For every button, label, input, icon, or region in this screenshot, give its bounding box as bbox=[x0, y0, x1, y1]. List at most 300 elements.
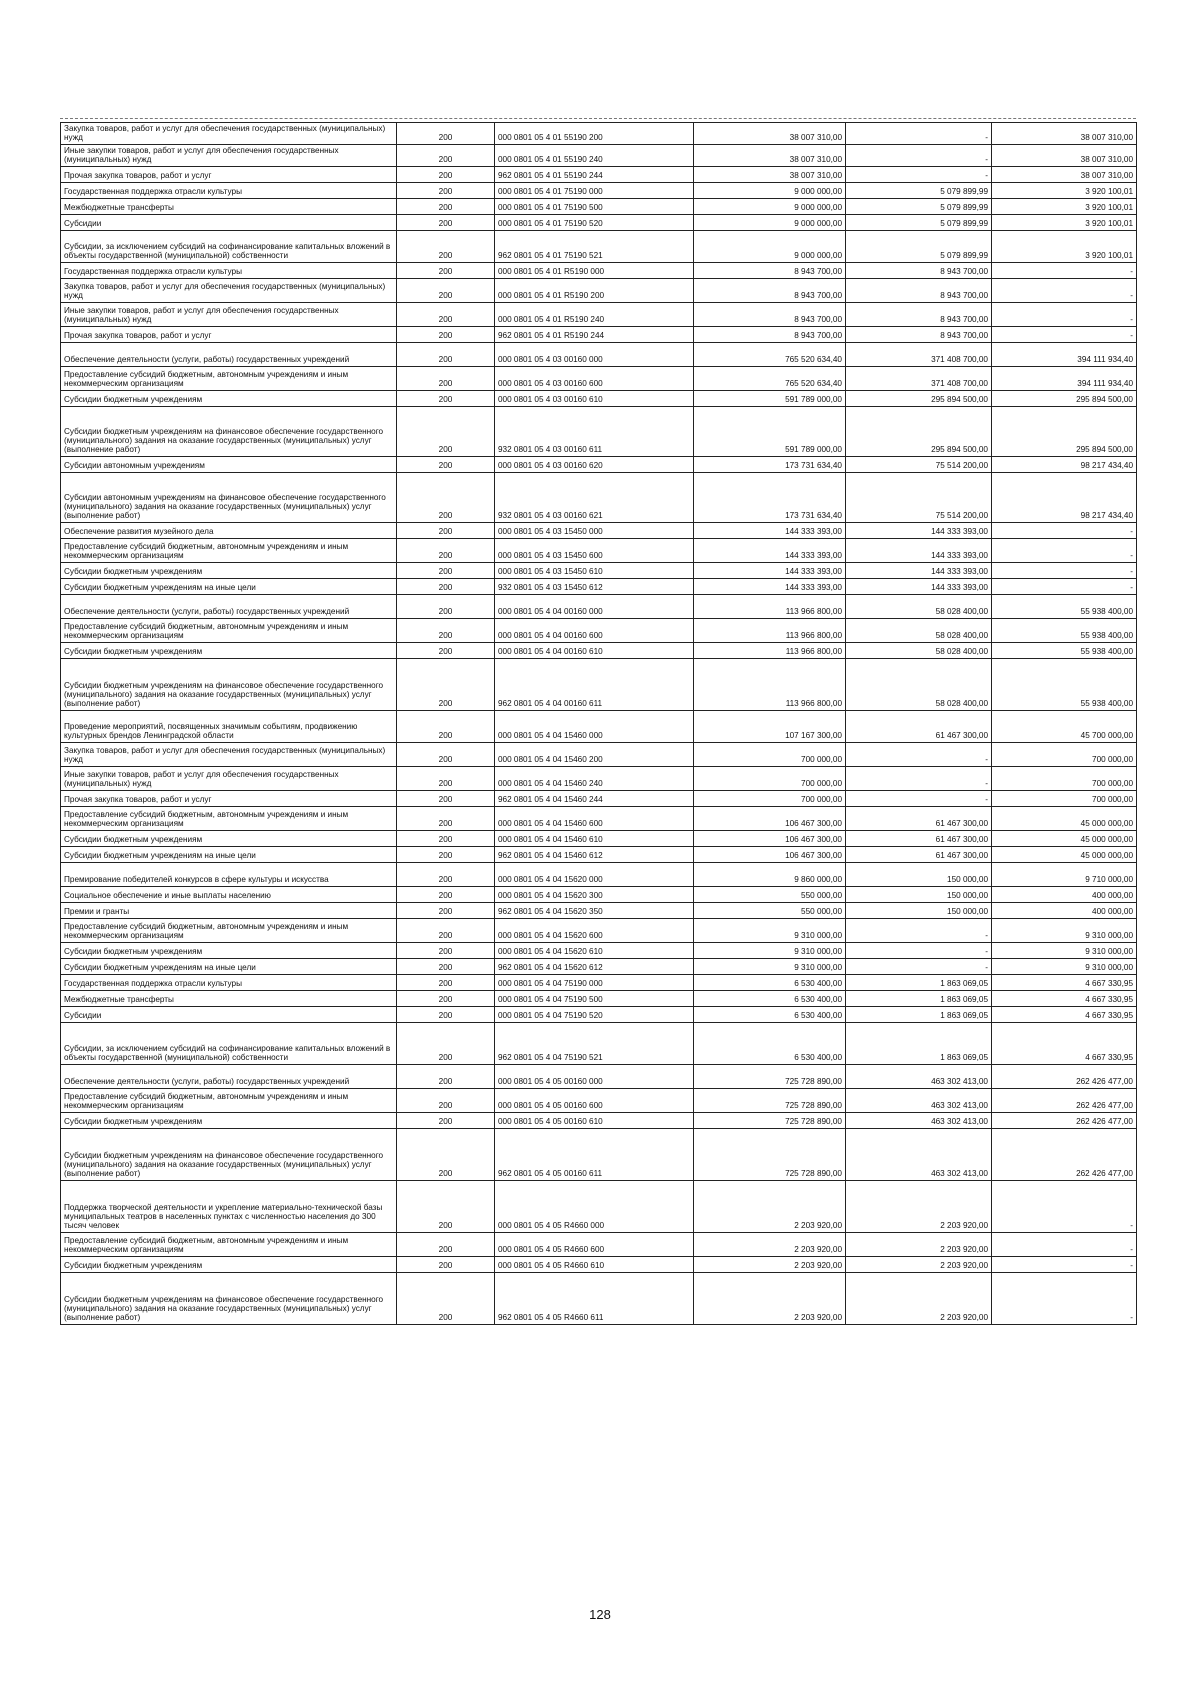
row-executed-amount: 5 079 899,99 bbox=[846, 198, 992, 214]
row-line-code: 200 bbox=[397, 1180, 495, 1232]
table-row bbox=[61, 1232, 1137, 1256]
page-number: 128 bbox=[589, 1607, 611, 1622]
row-planned-amount: 2 203 920,00 bbox=[694, 1272, 846, 1324]
row-name: Социальное обеспечение и иные выплаты населению bbox=[61, 886, 397, 902]
table-row bbox=[61, 262, 1137, 278]
row-budget-classification: 962 0801 05 4 04 15620 612 bbox=[495, 958, 694, 974]
row-executed-amount: 144 333 393,00 bbox=[846, 538, 992, 562]
row-name: Закупка товаров, работ и услуг для обеспечения государственных (муниципальных) нужд bbox=[61, 123, 397, 145]
row-budget-classification: 000 0801 05 4 04 15620 300 bbox=[495, 886, 694, 902]
row-line-code: 200 bbox=[397, 886, 495, 902]
row-line-code: 200 bbox=[397, 594, 495, 618]
row-name: Субсидии бюджетным учреждениям на иные цели bbox=[61, 958, 397, 974]
row-line-code: 200 bbox=[397, 1112, 495, 1128]
row-planned-amount: 2 203 920,00 bbox=[694, 1180, 846, 1232]
row-planned-amount: 9 000 000,00 bbox=[694, 214, 846, 230]
row-planned-amount: 9 860 000,00 bbox=[694, 862, 846, 886]
table-row bbox=[61, 214, 1137, 230]
row-executed-amount: 150 000,00 bbox=[846, 902, 992, 918]
row-unexecuted-amount: 98 217 434,40 bbox=[992, 472, 1137, 522]
row-line-code: 200 bbox=[397, 1022, 495, 1064]
row-line-code: 200 bbox=[397, 230, 495, 262]
row-unexecuted-amount: 400 000,00 bbox=[992, 902, 1137, 918]
row-executed-amount: 144 333 393,00 bbox=[846, 578, 992, 594]
row-line-code: 200 bbox=[397, 302, 495, 326]
row-unexecuted-amount: - bbox=[992, 1256, 1137, 1272]
row-planned-amount: 550 000,00 bbox=[694, 886, 846, 902]
row-unexecuted-amount: - bbox=[992, 522, 1137, 538]
row-line-code: 200 bbox=[397, 390, 495, 406]
row-budget-classification: 000 0801 05 4 04 75190 500 bbox=[495, 990, 694, 1006]
row-name: Субсидии бюджетным учреждениям на финансовое обеспечение государственного (муниципального) задания на оказание государственных (муниципальных) услуг (выполнение работ) bbox=[61, 406, 397, 456]
table-row bbox=[61, 766, 1137, 790]
row-line-code: 200 bbox=[397, 1256, 495, 1272]
row-unexecuted-amount: 3 920 100,01 bbox=[992, 214, 1137, 230]
row-name: Проведение мероприятий, посвященных значимым событиям, продвижению культурных брендов Ленинградской области bbox=[61, 710, 397, 742]
row-budget-classification: 962 0801 05 4 01 R5190 244 bbox=[495, 326, 694, 342]
row-unexecuted-amount: 38 007 310,00 bbox=[992, 123, 1137, 145]
row-line-code: 200 bbox=[397, 1128, 495, 1180]
table-row bbox=[61, 806, 1137, 830]
row-line-code: 200 bbox=[397, 562, 495, 578]
table-row bbox=[61, 456, 1137, 472]
row-executed-amount: 463 302 413,00 bbox=[846, 1128, 992, 1180]
row-line-code: 200 bbox=[397, 1232, 495, 1256]
table-row bbox=[61, 166, 1137, 182]
row-budget-classification: 932 0801 05 4 03 00160 611 bbox=[495, 406, 694, 456]
row-name: Субсидии, за исключением субсидий на софинансирование капитальных вложений в объекты государственной (муниципальной) собственности bbox=[61, 1022, 397, 1064]
row-executed-amount: 371 408 700,00 bbox=[846, 342, 992, 366]
row-planned-amount: 6 530 400,00 bbox=[694, 1006, 846, 1022]
row-planned-amount: 106 467 300,00 bbox=[694, 830, 846, 846]
row-budget-classification: 962 0801 05 4 01 75190 521 bbox=[495, 230, 694, 262]
table-row bbox=[61, 902, 1137, 918]
row-planned-amount: 144 333 393,00 bbox=[694, 538, 846, 562]
table-row bbox=[61, 198, 1137, 214]
row-executed-amount: 1 863 069,05 bbox=[846, 1006, 992, 1022]
row-name: Субсидии бюджетным учреждениям bbox=[61, 1256, 397, 1272]
row-name: Государственная поддержка отрасли культуры bbox=[61, 974, 397, 990]
row-line-code: 200 bbox=[397, 182, 495, 198]
row-budget-classification: 000 0801 05 4 04 15460 240 bbox=[495, 766, 694, 790]
row-line-code: 200 bbox=[397, 710, 495, 742]
table-row bbox=[61, 406, 1137, 456]
row-budget-classification: 000 0801 05 4 05 00160 600 bbox=[495, 1088, 694, 1112]
row-executed-amount: 2 203 920,00 bbox=[846, 1232, 992, 1256]
row-line-code: 200 bbox=[397, 766, 495, 790]
row-line-code: 200 bbox=[397, 198, 495, 214]
row-unexecuted-amount: 3 920 100,01 bbox=[992, 182, 1137, 198]
row-name: Поддержка творческой деятельности и укрепление материально-технической базы муниципальных театров в населенных пунктах с численностью населения до 300 тысяч человек bbox=[61, 1180, 397, 1232]
row-name: Премии и гранты bbox=[61, 902, 397, 918]
table-row bbox=[61, 990, 1137, 1006]
row-planned-amount: 107 167 300,00 bbox=[694, 710, 846, 742]
row-budget-classification: 000 0801 05 4 04 75190 000 bbox=[495, 974, 694, 990]
table-row bbox=[61, 942, 1137, 958]
table-row bbox=[61, 1006, 1137, 1022]
row-executed-amount: 5 079 899,99 bbox=[846, 230, 992, 262]
row-budget-classification: 000 0801 05 4 03 15450 000 bbox=[495, 522, 694, 538]
row-name: Субсидии бюджетным учреждениям bbox=[61, 642, 397, 658]
row-budget-classification: 000 0801 05 4 04 15460 200 bbox=[495, 742, 694, 766]
row-unexecuted-amount: 45 000 000,00 bbox=[992, 806, 1137, 830]
row-budget-classification: 000 0801 05 4 01 R5190 240 bbox=[495, 302, 694, 326]
row-executed-amount: 371 408 700,00 bbox=[846, 366, 992, 390]
row-unexecuted-amount: 45 000 000,00 bbox=[992, 846, 1137, 862]
table-row bbox=[61, 918, 1137, 942]
row-name: Межбюджетные трансферты bbox=[61, 990, 397, 1006]
row-unexecuted-amount: 4 667 330,95 bbox=[992, 1006, 1137, 1022]
table-row bbox=[61, 1272, 1137, 1324]
row-unexecuted-amount: - bbox=[992, 302, 1137, 326]
row-line-code: 200 bbox=[397, 1006, 495, 1022]
table-row bbox=[61, 123, 1137, 145]
row-executed-amount: 61 467 300,00 bbox=[846, 846, 992, 862]
row-planned-amount: 9 000 000,00 bbox=[694, 230, 846, 262]
row-name: Закупка товаров, работ и услуг для обеспечения государственных (муниципальных) нужд bbox=[61, 742, 397, 766]
row-budget-classification: 000 0801 05 4 04 15620 000 bbox=[495, 862, 694, 886]
row-executed-amount: 58 028 400,00 bbox=[846, 642, 992, 658]
row-planned-amount: 6 530 400,00 bbox=[694, 1022, 846, 1064]
row-planned-amount: 2 203 920,00 bbox=[694, 1232, 846, 1256]
row-name: Иные закупки товаров, работ и услуг для обеспечения государственных (муниципальных) нужд bbox=[61, 302, 397, 326]
row-unexecuted-amount: 9 710 000,00 bbox=[992, 862, 1137, 886]
row-executed-amount: 463 302 413,00 bbox=[846, 1088, 992, 1112]
row-line-code: 200 bbox=[397, 846, 495, 862]
row-unexecuted-amount: 700 000,00 bbox=[992, 766, 1137, 790]
row-planned-amount: 9 310 000,00 bbox=[694, 918, 846, 942]
row-name: Субсидии бюджетным учреждениям на иные цели bbox=[61, 846, 397, 862]
row-budget-classification: 000 0801 05 4 04 15620 600 bbox=[495, 918, 694, 942]
row-budget-classification: 000 0801 05 4 01 R5190 000 bbox=[495, 262, 694, 278]
table-row bbox=[61, 522, 1137, 538]
table-row bbox=[61, 594, 1137, 618]
row-executed-amount: 61 467 300,00 bbox=[846, 710, 992, 742]
row-executed-amount: - bbox=[846, 144, 992, 166]
row-line-code: 200 bbox=[397, 578, 495, 594]
table-row bbox=[61, 1022, 1137, 1064]
row-name: Субсидии бюджетным учреждениям bbox=[61, 562, 397, 578]
row-name: Межбюджетные трансферты bbox=[61, 198, 397, 214]
row-planned-amount: 9 310 000,00 bbox=[694, 958, 846, 974]
row-executed-amount: 58 028 400,00 bbox=[846, 658, 992, 710]
row-name: Иные закупки товаров, работ и услуг для обеспечения государственных (муниципальных) нужд bbox=[61, 144, 397, 166]
row-unexecuted-amount: - bbox=[992, 1180, 1137, 1232]
row-planned-amount: 591 789 000,00 bbox=[694, 390, 846, 406]
row-line-code: 200 bbox=[397, 642, 495, 658]
table-row bbox=[61, 1256, 1137, 1272]
row-budget-classification: 000 0801 05 4 03 15450 610 bbox=[495, 562, 694, 578]
row-planned-amount: 725 728 890,00 bbox=[694, 1088, 846, 1112]
row-executed-amount: 75 514 200,00 bbox=[846, 472, 992, 522]
row-planned-amount: 700 000,00 bbox=[694, 790, 846, 806]
row-unexecuted-amount: - bbox=[992, 326, 1137, 342]
table-row bbox=[61, 366, 1137, 390]
row-line-code: 200 bbox=[397, 522, 495, 538]
row-unexecuted-amount: 45 000 000,00 bbox=[992, 830, 1137, 846]
row-budget-classification: 000 0801 05 4 01 75190 000 bbox=[495, 182, 694, 198]
row-planned-amount: 765 520 634,40 bbox=[694, 342, 846, 366]
row-planned-amount: 8 943 700,00 bbox=[694, 326, 846, 342]
row-name: Субсидии бюджетным учреждениям на финансовое обеспечение государственного (муниципального) задания на оказание государственных (муниципальных) услуг (выполнение работ) bbox=[61, 1128, 397, 1180]
row-executed-amount: 2 203 920,00 bbox=[846, 1272, 992, 1324]
row-budget-classification: 000 0801 05 4 03 00160 000 bbox=[495, 342, 694, 366]
row-line-code: 200 bbox=[397, 472, 495, 522]
table-row bbox=[61, 846, 1137, 862]
row-name: Обеспечение деятельности (услуги, работы) государственных учреждений bbox=[61, 1064, 397, 1088]
table-row bbox=[61, 886, 1137, 902]
row-unexecuted-amount: 262 426 477,00 bbox=[992, 1088, 1137, 1112]
row-executed-amount: - bbox=[846, 790, 992, 806]
row-name: Субсидии бюджетным учреждениям на финансовое обеспечение государственного (муниципального) задания на оказание государственных (муниципальных) услуг (выполнение работ) bbox=[61, 658, 397, 710]
row-name: Обеспечение развития музейного дела bbox=[61, 522, 397, 538]
row-executed-amount: 144 333 393,00 bbox=[846, 562, 992, 578]
row-line-code: 200 bbox=[397, 538, 495, 562]
row-budget-classification: 962 0801 05 4 05 00160 611 bbox=[495, 1128, 694, 1180]
table-row bbox=[61, 342, 1137, 366]
row-planned-amount: 113 966 800,00 bbox=[694, 642, 846, 658]
row-executed-amount: - bbox=[846, 918, 992, 942]
row-budget-classification: 000 0801 05 4 03 00160 620 bbox=[495, 456, 694, 472]
row-planned-amount: 144 333 393,00 bbox=[694, 578, 846, 594]
row-executed-amount: 295 894 500,00 bbox=[846, 406, 992, 456]
table-row bbox=[61, 230, 1137, 262]
row-executed-amount: 295 894 500,00 bbox=[846, 390, 992, 406]
row-line-code: 200 bbox=[397, 342, 495, 366]
row-executed-amount: - bbox=[846, 166, 992, 182]
row-executed-amount: 8 943 700,00 bbox=[846, 326, 992, 342]
row-unexecuted-amount: - bbox=[992, 538, 1137, 562]
row-budget-classification: 000 0801 05 4 01 75190 520 bbox=[495, 214, 694, 230]
row-line-code: 200 bbox=[397, 123, 495, 145]
table-row bbox=[61, 1064, 1137, 1088]
row-budget-classification: 962 0801 05 4 04 15620 350 bbox=[495, 902, 694, 918]
row-unexecuted-amount: - bbox=[992, 562, 1137, 578]
row-name: Субсидии bbox=[61, 214, 397, 230]
table-row bbox=[61, 182, 1137, 198]
row-budget-classification: 962 0801 05 4 01 55190 244 bbox=[495, 166, 694, 182]
row-planned-amount: 700 000,00 bbox=[694, 742, 846, 766]
row-name: Государственная поддержка отрасли культуры bbox=[61, 262, 397, 278]
table-row bbox=[61, 710, 1137, 742]
row-budget-classification: 000 0801 05 4 05 00160 000 bbox=[495, 1064, 694, 1088]
row-budget-classification: 962 0801 05 4 04 00160 611 bbox=[495, 658, 694, 710]
row-budget-classification: 962 0801 05 4 04 15460 244 bbox=[495, 790, 694, 806]
row-unexecuted-amount: 400 000,00 bbox=[992, 886, 1137, 902]
table-row bbox=[61, 618, 1137, 642]
row-name: Предоставление субсидий бюджетным, автономным учреждениям и иным некоммерческим организациям bbox=[61, 1088, 397, 1112]
row-line-code: 200 bbox=[397, 902, 495, 918]
row-name: Обеспечение деятельности (услуги, работы) государственных учреждений bbox=[61, 342, 397, 366]
row-name: Субсидии бюджетным учреждениям bbox=[61, 830, 397, 846]
row-executed-amount: 463 302 413,00 bbox=[846, 1112, 992, 1128]
table-row bbox=[61, 642, 1137, 658]
row-line-code: 200 bbox=[397, 166, 495, 182]
row-budget-classification: 000 0801 05 4 01 55190 200 bbox=[495, 123, 694, 145]
row-unexecuted-amount: 55 938 400,00 bbox=[992, 658, 1137, 710]
row-unexecuted-amount: 38 007 310,00 bbox=[992, 166, 1137, 182]
table-row bbox=[61, 830, 1137, 846]
row-line-code: 200 bbox=[397, 806, 495, 830]
row-planned-amount: 591 789 000,00 bbox=[694, 406, 846, 456]
row-planned-amount: 38 007 310,00 bbox=[694, 144, 846, 166]
row-name: Субсидии автономным учреждениям на финансовое обеспечение государственного (муниципального) задания на оказание государственных (муниципальных) услуг (выполнение работ) bbox=[61, 472, 397, 522]
row-budget-classification: 000 0801 05 4 04 00160 600 bbox=[495, 618, 694, 642]
row-executed-amount: 144 333 393,00 bbox=[846, 522, 992, 538]
row-unexecuted-amount: 98 217 434,40 bbox=[992, 456, 1137, 472]
row-planned-amount: 725 728 890,00 bbox=[694, 1112, 846, 1128]
table-row bbox=[61, 144, 1137, 166]
row-name: Прочая закупка товаров, работ и услуг bbox=[61, 790, 397, 806]
row-planned-amount: 2 203 920,00 bbox=[694, 1256, 846, 1272]
row-line-code: 200 bbox=[397, 1064, 495, 1088]
row-unexecuted-amount: 55 938 400,00 bbox=[992, 594, 1137, 618]
row-line-code: 200 bbox=[397, 918, 495, 942]
row-unexecuted-amount: 394 111 934,40 bbox=[992, 342, 1137, 366]
row-planned-amount: 113 966 800,00 bbox=[694, 594, 846, 618]
row-line-code: 200 bbox=[397, 144, 495, 166]
row-unexecuted-amount: - bbox=[992, 1272, 1137, 1324]
row-line-code: 200 bbox=[397, 974, 495, 990]
row-line-code: 200 bbox=[397, 278, 495, 302]
row-name: Субсидии бюджетным учреждениям на иные цели bbox=[61, 578, 397, 594]
row-planned-amount: 106 467 300,00 bbox=[694, 846, 846, 862]
row-unexecuted-amount: - bbox=[992, 1232, 1137, 1256]
row-planned-amount: 38 007 310,00 bbox=[694, 123, 846, 145]
row-line-code: 200 bbox=[397, 326, 495, 342]
row-line-code: 200 bbox=[397, 742, 495, 766]
row-planned-amount: 173 731 634,40 bbox=[694, 472, 846, 522]
row-budget-classification: 000 0801 05 4 04 15460 600 bbox=[495, 806, 694, 830]
row-unexecuted-amount: 9 310 000,00 bbox=[992, 958, 1137, 974]
row-name: Государственная поддержка отрасли культуры bbox=[61, 182, 397, 198]
table-row bbox=[61, 658, 1137, 710]
row-planned-amount: 6 530 400,00 bbox=[694, 974, 846, 990]
row-planned-amount: 9 000 000,00 bbox=[694, 182, 846, 198]
table-row bbox=[61, 538, 1137, 562]
row-name: Закупка товаров, работ и услуг для обеспечения государственных (муниципальных) нужд bbox=[61, 278, 397, 302]
row-executed-amount: 8 943 700,00 bbox=[846, 278, 992, 302]
row-executed-amount: 58 028 400,00 bbox=[846, 594, 992, 618]
row-line-code: 200 bbox=[397, 990, 495, 1006]
table-row bbox=[61, 958, 1137, 974]
table-row bbox=[61, 562, 1137, 578]
row-unexecuted-amount: 9 310 000,00 bbox=[992, 942, 1137, 958]
row-name: Прочая закупка товаров, работ и услуг bbox=[61, 166, 397, 182]
row-unexecuted-amount: 4 667 330,95 bbox=[992, 990, 1137, 1006]
row-name: Предоставление субсидий бюджетным, автономным учреждениям и иным некоммерческим организациям bbox=[61, 918, 397, 942]
row-planned-amount: 6 530 400,00 bbox=[694, 990, 846, 1006]
row-executed-amount: 5 079 899,99 bbox=[846, 214, 992, 230]
row-planned-amount: 106 467 300,00 bbox=[694, 806, 846, 830]
row-line-code: 200 bbox=[397, 366, 495, 390]
row-planned-amount: 173 731 634,40 bbox=[694, 456, 846, 472]
row-planned-amount: 765 520 634,40 bbox=[694, 366, 846, 390]
row-budget-classification: 000 0801 05 4 04 75190 520 bbox=[495, 1006, 694, 1022]
row-budget-classification: 932 0801 05 4 03 00160 621 bbox=[495, 472, 694, 522]
row-line-code: 200 bbox=[397, 658, 495, 710]
row-unexecuted-amount: 262 426 477,00 bbox=[992, 1112, 1137, 1128]
row-unexecuted-amount: 9 310 000,00 bbox=[992, 918, 1137, 942]
row-executed-amount: - bbox=[846, 958, 992, 974]
row-planned-amount: 725 728 890,00 bbox=[694, 1128, 846, 1180]
row-planned-amount: 113 966 800,00 bbox=[694, 658, 846, 710]
row-budget-classification: 000 0801 05 4 03 00160 600 bbox=[495, 366, 694, 390]
row-executed-amount: - bbox=[846, 766, 992, 790]
row-planned-amount: 144 333 393,00 bbox=[694, 522, 846, 538]
row-executed-amount: 2 203 920,00 bbox=[846, 1256, 992, 1272]
table-row bbox=[61, 302, 1137, 326]
row-name: Иные закупки товаров, работ и услуг для обеспечения государственных (муниципальных) нужд bbox=[61, 766, 397, 790]
table-row bbox=[61, 742, 1137, 766]
row-budget-classification: 000 0801 05 4 05 00160 610 bbox=[495, 1112, 694, 1128]
row-executed-amount: 61 467 300,00 bbox=[846, 830, 992, 846]
table-row bbox=[61, 1088, 1137, 1112]
row-executed-amount: - bbox=[846, 942, 992, 958]
budget-execution-table bbox=[60, 122, 1137, 1325]
row-planned-amount: 550 000,00 bbox=[694, 902, 846, 918]
row-budget-classification: 000 0801 05 4 04 15460 000 bbox=[495, 710, 694, 742]
row-executed-amount: 150 000,00 bbox=[846, 862, 992, 886]
row-budget-classification: 932 0801 05 4 03 15450 612 bbox=[495, 578, 694, 594]
row-unexecuted-amount: 45 700 000,00 bbox=[992, 710, 1137, 742]
row-line-code: 200 bbox=[397, 958, 495, 974]
row-executed-amount: 58 028 400,00 bbox=[846, 618, 992, 642]
row-name: Субсидии bbox=[61, 1006, 397, 1022]
row-line-code: 200 bbox=[397, 830, 495, 846]
table-row bbox=[61, 974, 1137, 990]
row-name: Субсидии, за исключением субсидий на софинансирование капитальных вложений в объекты государственной (муниципальной) собственности bbox=[61, 230, 397, 262]
row-line-code: 200 bbox=[397, 1272, 495, 1324]
row-unexecuted-amount: 4 667 330,95 bbox=[992, 974, 1137, 990]
row-planned-amount: 725 728 890,00 bbox=[694, 1064, 846, 1088]
table-row bbox=[61, 278, 1137, 302]
row-planned-amount: 9 000 000,00 bbox=[694, 198, 846, 214]
row-planned-amount: 8 943 700,00 bbox=[694, 302, 846, 326]
row-budget-classification: 000 0801 05 4 04 00160 000 bbox=[495, 594, 694, 618]
row-planned-amount: 38 007 310,00 bbox=[694, 166, 846, 182]
row-unexecuted-amount: 55 938 400,00 bbox=[992, 618, 1137, 642]
row-budget-classification: 000 0801 05 4 04 00160 610 bbox=[495, 642, 694, 658]
table-row bbox=[61, 390, 1137, 406]
row-budget-classification: 000 0801 05 4 05 R4660 600 bbox=[495, 1232, 694, 1256]
row-executed-amount: 8 943 700,00 bbox=[846, 262, 992, 278]
row-budget-classification: 000 0801 05 4 05 R4660 000 bbox=[495, 1180, 694, 1232]
row-executed-amount: 2 203 920,00 bbox=[846, 1180, 992, 1232]
row-budget-classification: 000 0801 05 4 03 15450 600 bbox=[495, 538, 694, 562]
row-planned-amount: 700 000,00 bbox=[694, 766, 846, 790]
row-name: Премирование победителей конкурсов в сфере культуры и искусства bbox=[61, 862, 397, 886]
table-row bbox=[61, 1128, 1137, 1180]
row-line-code: 200 bbox=[397, 942, 495, 958]
row-line-code: 200 bbox=[397, 862, 495, 886]
table-row bbox=[61, 326, 1137, 342]
row-executed-amount: 61 467 300,00 bbox=[846, 806, 992, 830]
row-name: Предоставление субсидий бюджетным, автономным учреждениям и иным некоммерческим организациям bbox=[61, 806, 397, 830]
row-unexecuted-amount: - bbox=[992, 262, 1137, 278]
table-body bbox=[61, 123, 1137, 1325]
row-line-code: 200 bbox=[397, 456, 495, 472]
row-budget-classification: 000 0801 05 4 01 55190 240 bbox=[495, 144, 694, 166]
row-name: Субсидии бюджетным учреждениям bbox=[61, 942, 397, 958]
row-unexecuted-amount: 3 920 100,01 bbox=[992, 198, 1137, 214]
row-budget-classification: 000 0801 05 4 04 15460 610 bbox=[495, 830, 694, 846]
row-planned-amount: 8 943 700,00 bbox=[694, 278, 846, 302]
row-line-code: 200 bbox=[397, 214, 495, 230]
row-executed-amount: - bbox=[846, 742, 992, 766]
row-budget-classification: 000 0801 05 4 01 75190 500 bbox=[495, 198, 694, 214]
row-budget-classification: 000 0801 05 4 03 00160 610 bbox=[495, 390, 694, 406]
